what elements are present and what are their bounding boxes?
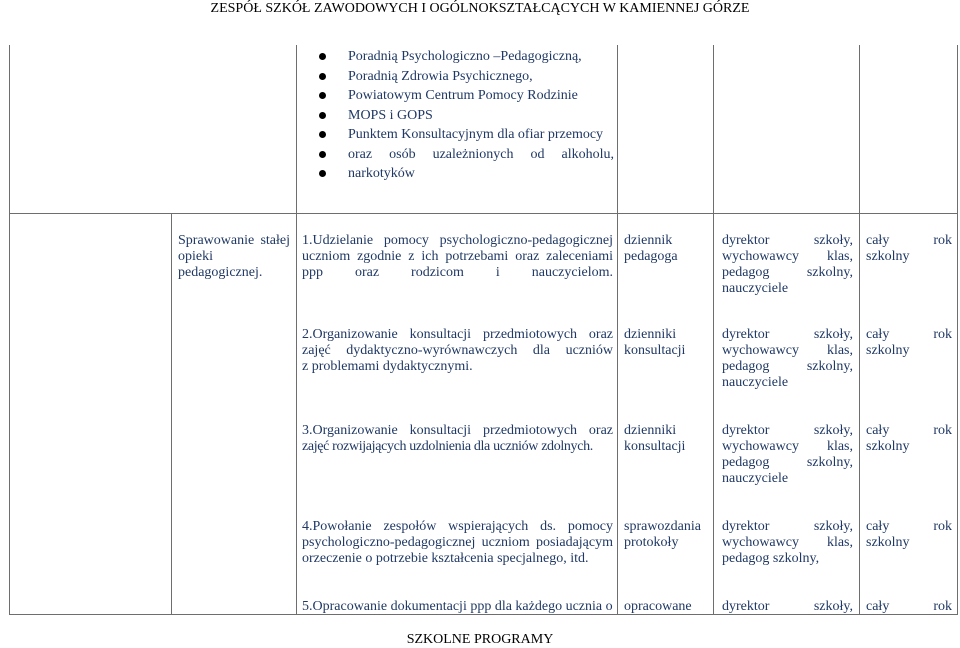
responsible-cell: dyrektor szkoły, wychowawcy klas, pedagog szkolny, nauczyciele — [722, 327, 853, 390]
responsible-cell: dyrektor szkoły, — [722, 599, 853, 614]
column-divider-2 — [296, 45, 297, 615]
evidence-cell: dzienniki konsultacji — [624, 327, 686, 358]
responsible-cell: dyrektor szkoły, wychowawcy klas, pedagog szkolny, — [722, 519, 853, 566]
column-divider-3 — [617, 45, 618, 615]
list-item-continuation: oraz osób uzależnionych od alkoholu, — [308, 145, 614, 165]
list-item: Poradnią Psychologiczno –Pedagogiczną, — [308, 47, 614, 67]
time-cell: cały rok — [866, 599, 952, 614]
institutions-list — [308, 47, 614, 184]
list-item: MOPS i GOPS — [308, 106, 614, 126]
evidence-cell: sprawozdania protokoły — [624, 519, 701, 550]
document-header: ZESPÓŁ SZKÓŁ ZAWODOWYCH I OGÓLNOKSZTAŁCĄCYCH W KAMIENNEJ GÓRZE — [210, 1, 750, 16]
row-divider-1 — [9, 213, 958, 214]
list-item: Poradnią Zdrowia Psychicznego, — [308, 67, 614, 87]
evidence-cell: dziennik pedagoga — [624, 233, 678, 264]
task-cell: 4.Powołanie zespołów wspierających ds. pomocy psychologiczno-pedagogicznej uczniom posiadającym orzeczenie o potrzebie kształcenia specjalnego, itd. — [302, 519, 613, 566]
table-border-left — [9, 45, 10, 615]
task-cell: 2.Organizowanie konsultacji przedmiotowych oraz zajęć dydaktyczno-wyrównawczych dla uczniów z problemami dydaktycznymi. — [302, 327, 613, 374]
task-cell: 5.Opracowanie dokumentacji ppp dla każdego ucznia o — [302, 599, 613, 614]
list-item-continuation: narkotyków — [308, 164, 614, 184]
task-cell: 1.Udzielanie pomocy psychologiczno-pedagogicznej uczniom zgodnie z ich potrzebami oraz zaleceniami ppp oraz rodzicom i nauczycielom. — [302, 233, 613, 280]
time-cell: cały rok szkolny — [866, 519, 952, 550]
responsible-cell: dyrektor szkoły, wychowawcy klas, pedagog szkolny, nauczyciele — [722, 233, 853, 296]
responsible-cell: dyrektor szkoły, wychowawcy klas, pedagog szkolny, nauczyciele — [722, 423, 853, 486]
list-item: Powiatowym Centrum Pomocy Rodzinie — [308, 86, 614, 106]
column-divider-4 — [713, 45, 714, 615]
column-divider-1 — [171, 213, 172, 615]
section-title: Sprawowanie stałej opieki pedagogicznej. — [178, 233, 290, 280]
document-footer: SZKOLNE PROGRAMY — [406, 632, 554, 647]
time-cell: cały rok szkolny — [866, 327, 952, 358]
table-border-right — [957, 45, 958, 615]
evidence-cell: opracowane — [624, 599, 692, 614]
time-cell: cały rok szkolny — [866, 423, 952, 454]
time-cell: cały rok szkolny — [866, 233, 952, 264]
task-cell: 3.Organizowanie konsultacji przedmiotowych oraz zajęć rozwijających uzdolnienia dla uczniów zdolnych. — [302, 423, 613, 454]
list-item: Punktem Konsultacyjnym dla ofiar przemocy — [308, 125, 614, 145]
column-divider-5 — [859, 45, 860, 615]
evidence-cell: dzienniki konsultacji — [624, 423, 686, 454]
